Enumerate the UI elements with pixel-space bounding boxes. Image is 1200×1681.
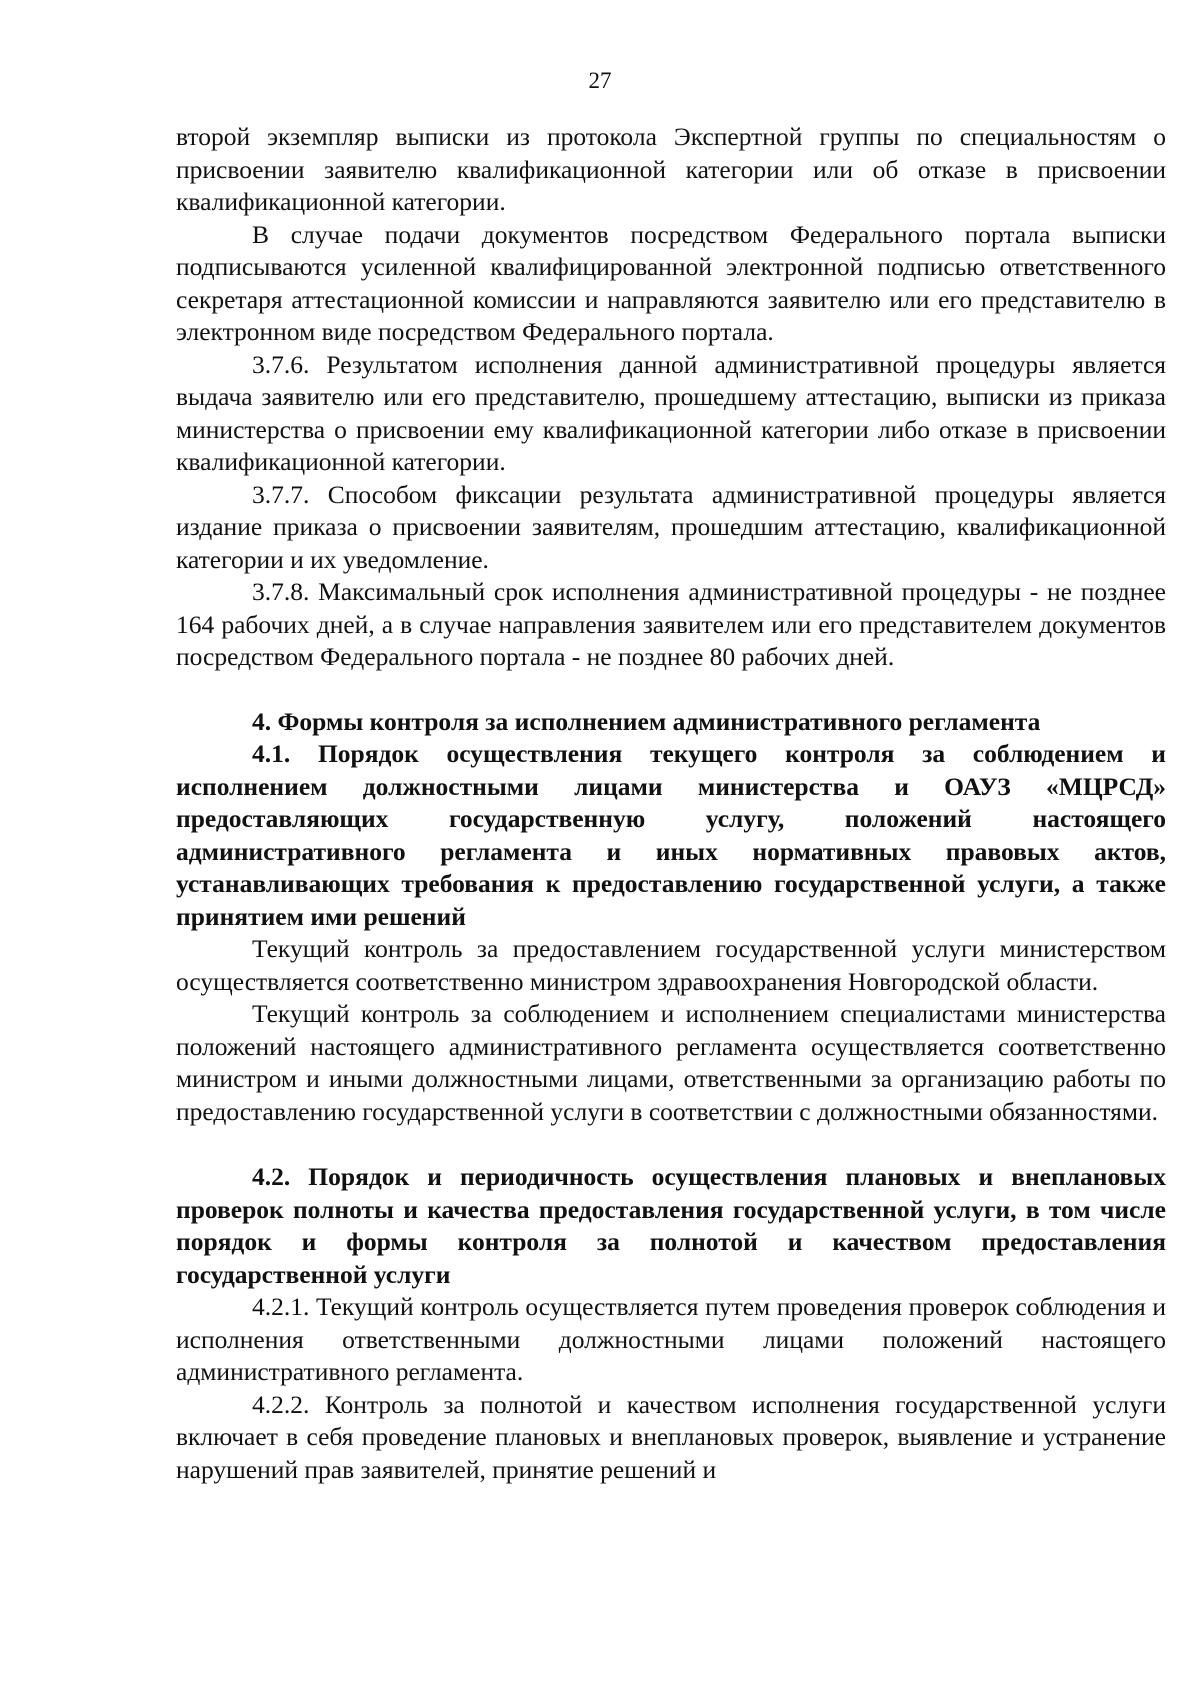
paragraph-4-2-1: 4.2.1. Текущий контроль осуществляется путем проведения проверок соблюдения и исполнения ответственными должностными лицами положений настоящего административного регламента. <box>176 1292 1166 1386</box>
paragraph-current-control: Текущий контроль за предоставлением государственной услуги министерством осуществляется соответственно министром здравоохранения Новгородской области. <box>176 934 1166 996</box>
paragraph-3-7-7: 3.7.7. Способом фиксации результата административной процедуры является издание приказа о присвоении заявителям, прошедшим аттестацию, квалификационной категории и их уведомление. <box>176 479 1166 574</box>
paragraph-federal-portal-signature: В случае подачи документов посредством Федерального портала выписки подписываются усиленной квалифицированной электронной подписью ответственного секретаря аттестационной комиссии и направляются заявителю или его представителю в электронном виде посредством Федерального портала. <box>176 219 1166 346</box>
spacer <box>176 1128 1166 1161</box>
section-heading-4-1: 4.1. Порядок осуществления текущего контроля за соблюдением и исполнением должностными лицами министерства и ОАУЗ «МЦРСД» предоставляющих государственную услугу, положений настоящего административного регламента и иных нормативных правовых актов, устанавливающих требования к предоставлению государственной услуги, а также принятием ими решений <box>176 739 1166 931</box>
section-heading-4: 4. Формы контроля за исполнением административного регламента <box>252 706 1041 736</box>
spacer <box>176 674 1166 706</box>
page-number: 27 <box>588 68 612 93</box>
document-body <box>176 121 1166 1486</box>
paragraph-3-7-8: 3.7.8. Максимальный срок исполнения административной процедуры - не позднее 164 рабочих дней, а в случае направления заявителем или его представителем документов посредством Федерального портала - не позднее 80 рабочих дней. <box>176 577 1166 671</box>
paragraph-extract-copy: второй экземпляр выписки из протокола Экспертной группы по специальностям о присвоении заявителю квалификационной категории или об отказе в присвоении квалификационной категории. <box>176 122 1166 216</box>
paragraph-4-2-2: 4.2.2. Контроль за полнотой и качеством исполнения государственной услуги включает в себя проведение плановых и внеплановых проверок, выявление и устранение нарушений прав заявителей, принятие решений и <box>176 1389 1166 1484</box>
paragraph-3-7-6: 3.7.6. Результатом исполнения данной административной процедуры является выдача заявителю или его представителю, прошедшему аттестацию, выписки из приказа министерства о присвоении ему квалификационной категории либо отказе в присвоении квалификационной категории. <box>176 349 1166 476</box>
paragraph-current-control-specialists: Текущий контроль за соблюдением и исполнением специалистами министерства положений настоящего административного регламента осуществляется соответственно министром и иными должностными лицами, ответственными за организацию работы по предоставлению государственной услуги в соответствии с должностными обязанностями. <box>176 999 1166 1126</box>
section-heading-4-2: 4.2. Порядок и периодичность осуществления плановых и внеплановых проверок полноты и качества предоставления государственной услуги, в том числе порядок и формы контроля за полнотой и качеством предоставления государственной услуги <box>176 1162 1166 1289</box>
